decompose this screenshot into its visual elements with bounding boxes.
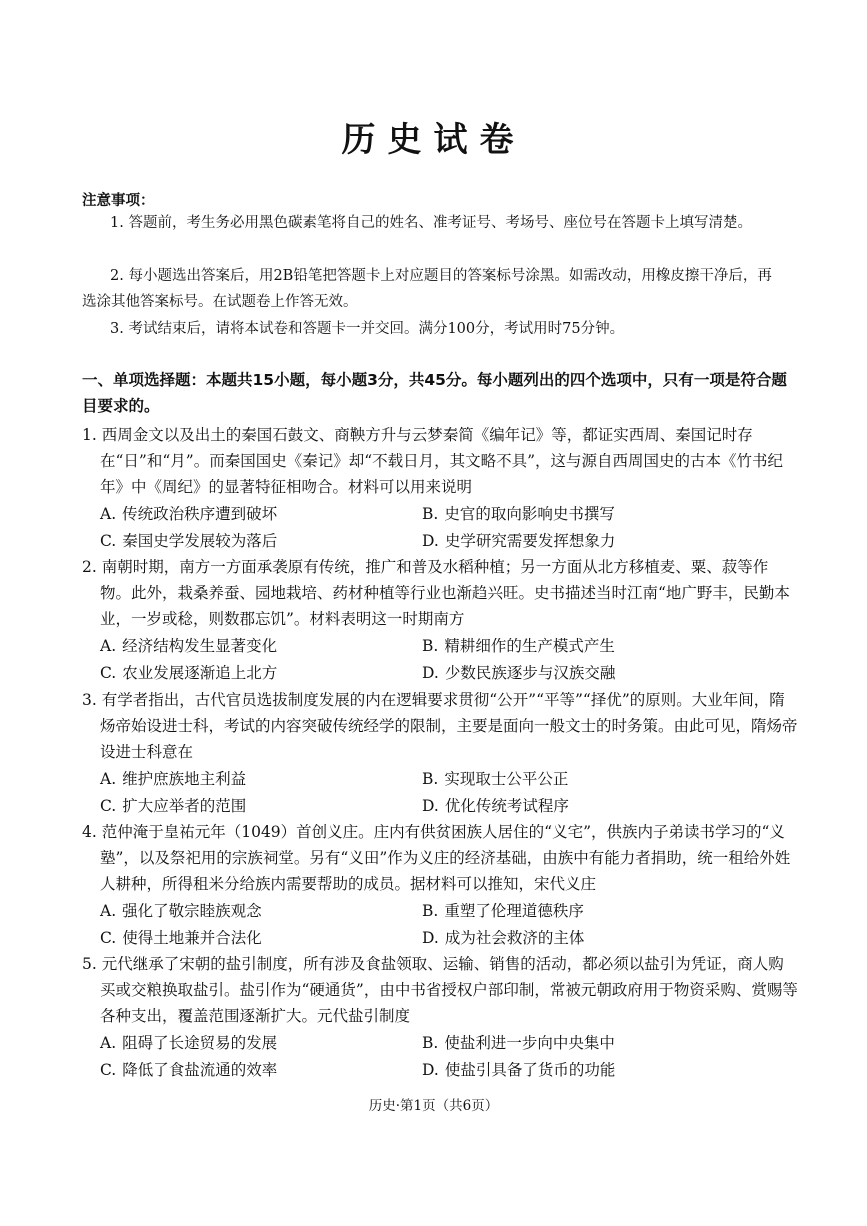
- options-grid: [82, 501, 798, 555]
- question-stem: 2. 南朝时期，南方一方面承袭原有传统，推广和普及水稻种植；另一方面从北方移植麦、粟、菽等作物。此外，栽桑养蚕、园地栽培、药材种植等行业也渐趋兴旺。史书描述当时江南“地广野丰，民勤本业，一岁或稔，则数郡忘饥”。材料表明这一时期南方: [82, 558, 790, 629]
- options-grid: [82, 633, 798, 687]
- option-text: 精耕细作的生产模式产生: [444, 636, 615, 655]
- option-text: 成为社会救济的主体: [444, 928, 585, 947]
- option-key: B.: [422, 1033, 439, 1052]
- option-key: D.: [422, 663, 439, 682]
- question-3: [82, 687, 798, 820]
- option-text: 维护庶族地主利益: [122, 769, 247, 788]
- notes-heading: 注意事项：: [82, 192, 155, 209]
- option-text: 少数民族逐步与汉族交融: [444, 663, 616, 682]
- option-key: C.: [100, 1060, 117, 1079]
- question-stem: 4. 范仲淹于皇祐元年（1049）首创义庄。庄内有供贫困族人居住的“义宅”，供族内子弟读书学习的“义塾”，以及祭祀用的宗族祠堂。另有“义田”作为义庄的经济基础，由族中有能力者捐助，统一租给外姓人耕种，所得租米分给族内需要帮助的成员。据材料可以推知，宋代义庄: [82, 823, 791, 894]
- option-c[interactable]: [100, 1057, 277, 1083]
- option-key: B.: [422, 901, 439, 920]
- option-text: 史官的取向影响史书撰写: [444, 504, 615, 523]
- note-item: 1. 答题前，考生务必用黑色碳素笔将自己的姓名、准考证号、考场号、座位号在答题卡上填写清楚。: [110, 215, 752, 231]
- note-item: 3. 考试结束后，请将本试卷和答题卡一并交回。满分100分，考试用时75分钟。: [110, 321, 625, 337]
- option-text: 降低了食盐流通的效率: [122, 1060, 278, 1079]
- option-key: B.: [422, 769, 439, 788]
- option-key: C.: [100, 928, 117, 947]
- option-c[interactable]: [100, 793, 246, 819]
- option-key: A.: [100, 901, 117, 920]
- option-text: 史学研究需要发挥想象力: [444, 531, 616, 550]
- option-key: A.: [100, 636, 117, 655]
- option-a[interactable]: [100, 501, 277, 527]
- option-b[interactable]: [422, 633, 615, 659]
- option-text: 重塑了伦理道德秩序: [444, 901, 584, 920]
- question-1: [82, 422, 798, 555]
- option-text: 优化传统考试程序: [444, 796, 569, 815]
- option-b[interactable]: [422, 1030, 615, 1056]
- question-2: [82, 554, 798, 687]
- section-heading: 一、单项选择题：本题共15小题，每小题3分，共45分。每小题列出的四个选项中，只有一项是符合题目要求的。: [82, 371, 787, 415]
- option-a[interactable]: [100, 898, 262, 924]
- option-text: 农业发展逐渐追上北方: [122, 663, 278, 682]
- option-key: A.: [100, 1033, 117, 1052]
- option-b[interactable]: [422, 766, 568, 792]
- page-title: 历史试卷: [341, 120, 526, 160]
- option-d[interactable]: [422, 925, 584, 951]
- option-key: A.: [100, 769, 117, 788]
- option-key: D.: [422, 1060, 439, 1079]
- option-key: C.: [100, 663, 117, 682]
- options-grid: [82, 766, 798, 820]
- question-5: [82, 951, 798, 1084]
- option-b[interactable]: [422, 501, 615, 527]
- question-stem: 1. 西周金文以及出土的秦国石鼓文、商鞅方升与云梦秦简《编年记》等，都证实西周、秦国记时存在“日”和“月”。而秦国国史《秦记》却“不载日月，其文略不具”，这与源自西周国史的古本《竹书纪年》中《周纪》的显著特征相吻合。材料可以用来说明: [82, 426, 784, 497]
- option-key: C.: [100, 796, 117, 815]
- option-d[interactable]: [422, 660, 615, 686]
- option-text: 使盐引具备了货币的功能: [444, 1060, 616, 1079]
- page-footer: 历史·第1页（共6页）: [368, 1098, 499, 1114]
- option-a[interactable]: [100, 766, 246, 792]
- options-grid: [82, 1030, 798, 1084]
- option-text: 经济结构发生显著变化: [122, 636, 278, 655]
- option-d[interactable]: [422, 528, 615, 554]
- option-text: 强化了敬宗睦族观念: [122, 901, 262, 920]
- options-grid: [82, 898, 798, 952]
- option-text: 实现取士公平公正: [444, 769, 569, 788]
- option-d[interactable]: [422, 793, 569, 819]
- option-text: 使盐利进一步向中央集中: [444, 1033, 615, 1052]
- option-d[interactable]: [422, 1057, 615, 1083]
- option-text: 传统政治秩序遭到破坏: [122, 504, 278, 523]
- option-b[interactable]: [422, 898, 584, 924]
- option-key: D.: [422, 928, 439, 947]
- option-c[interactable]: [100, 660, 277, 686]
- option-c[interactable]: [100, 925, 262, 951]
- option-text: 使得土地兼并合法化: [122, 928, 262, 947]
- option-key: C.: [100, 531, 117, 550]
- option-key: D.: [422, 796, 439, 815]
- option-key: D.: [422, 531, 439, 550]
- question-4: [82, 819, 798, 952]
- option-key: A.: [100, 504, 117, 523]
- option-key: B.: [422, 504, 439, 523]
- option-c[interactable]: [100, 528, 277, 554]
- option-a[interactable]: [100, 1030, 277, 1056]
- option-text: 秦国史学发展较为落后: [122, 531, 278, 550]
- note-item: 2. 每小题选出答案后，用2B铅笔把答题卡上对应题目的答案标号涂黑。如需改动，用橡皮擦干净后，再选涂其他答案标号。在试题卷上作答无效。: [82, 268, 772, 310]
- option-key: B.: [422, 636, 439, 655]
- option-text: 阻碍了长途贸易的发展: [122, 1033, 278, 1052]
- option-a[interactable]: [100, 633, 277, 659]
- question-stem: 3. 有学者指出，古代官员选拔制度发展的内在逻辑要求贯彻“公开”“平等”“择优”的原则。大业年间，隋炀帝始设进士科，考试的内容突破传统经学的限制，主要是面向一般文士的时务策。由此可见，隋炀帝设进士科意在: [82, 691, 798, 762]
- option-text: 扩大应举者的范围: [122, 796, 247, 815]
- question-stem: 5. 元代继承了宋朝的盐引制度，所有涉及食盐领取、运输、销售的活动，都必须以盐引为凭证，商人购买或交粮换取盐引。盐引作为“硬通货”，由中书省授权户部印制，常被元朝政府用于物资采购、赏赐等各种支出，覆盖范围逐渐扩大。元代盐引制度: [82, 955, 798, 1026]
